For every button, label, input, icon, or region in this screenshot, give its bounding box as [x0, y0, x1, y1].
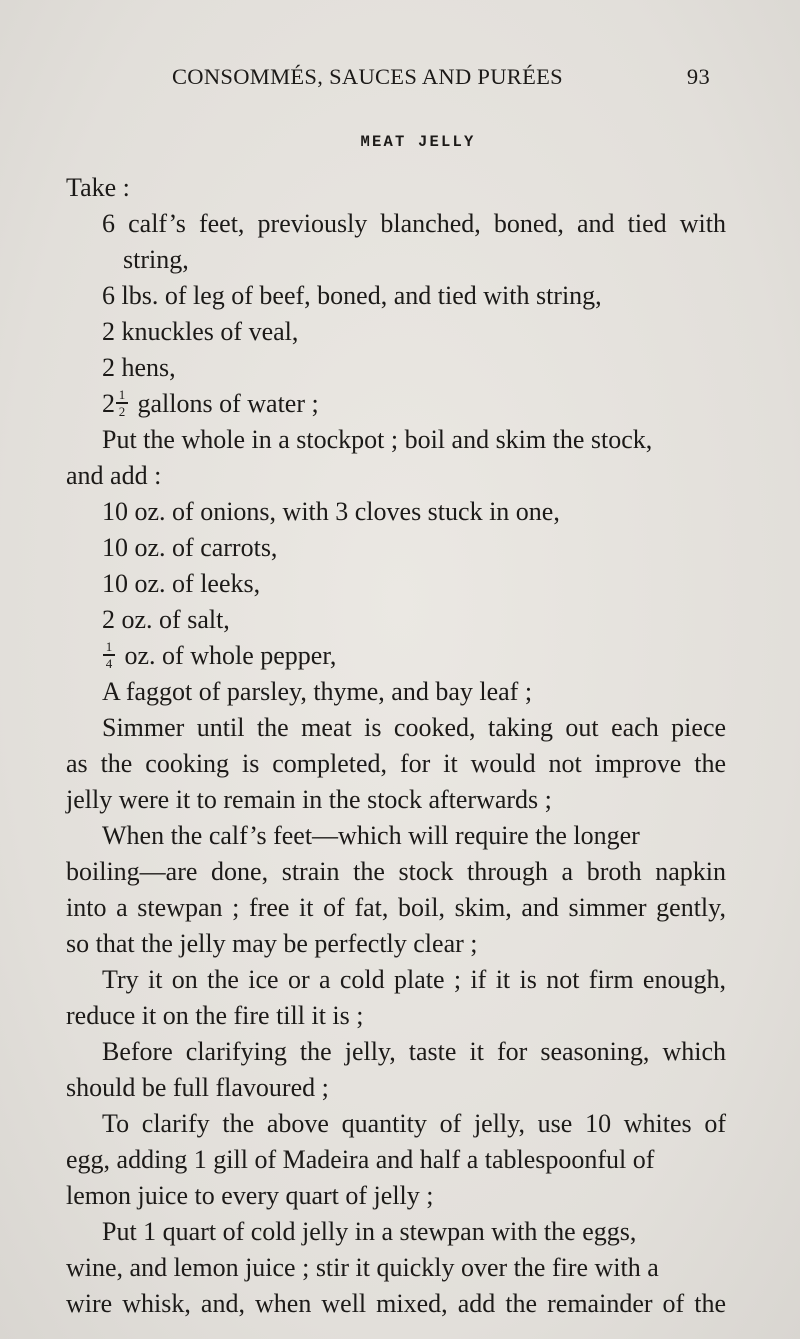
- fraction-denominator: 4: [105, 655, 113, 671]
- whole-number: 2: [102, 389, 115, 418]
- text-line: 2 knuckles of veal,: [102, 317, 299, 346]
- text-line: Take :: [66, 173, 130, 202]
- text-segment: gallons of water ;: [137, 389, 319, 418]
- text-segment: oz. of whole pepper,: [124, 641, 337, 670]
- text-line: [102, 389, 319, 421]
- text-line: Before clarifying the jelly, taste it for seasoning, which: [102, 1037, 726, 1066]
- text-line: 6 lbs. of leg of beef, boned, and tied with string,: [102, 281, 602, 310]
- text-line: 2 oz. of salt,: [102, 605, 230, 634]
- page-number: 93: [686, 64, 710, 89]
- text-line: Put 1 quart of cold jelly in a stewpan with the eggs,: [102, 1217, 637, 1246]
- fraction-half: [115, 388, 129, 418]
- text-line: wire whisk, and, when well mixed, add the remainder of the: [66, 1289, 727, 1318]
- text-line: 10 oz. of onions, with 3 cloves stuck in one,: [102, 497, 560, 526]
- text-line: as the cooking is completed, for it would not improve the: [66, 749, 727, 778]
- text-line: string,: [123, 245, 189, 274]
- text-line: Simmer until the meat is cooked, taking out each piece: [102, 713, 727, 742]
- text-line: egg, adding 1 gill of Madeira and half a tablespoonful of: [66, 1145, 655, 1174]
- fraction-quarter: [102, 640, 116, 670]
- text-line: 2 hens,: [102, 353, 176, 382]
- text-line: and add :: [66, 461, 162, 490]
- running-head: [150, 64, 710, 94]
- text-line: boiling—are done, strain the stock through a broth napkin: [66, 857, 726, 886]
- text-line: into a stewpan ; free it of fat, boil, skim, and simmer gently,: [66, 893, 726, 922]
- text-line: jelly were it to remain in the stock afterwards ;: [66, 785, 552, 814]
- text-line: so that the jelly may be perfectly clear ;: [66, 929, 478, 958]
- fraction-numerator: 1: [118, 387, 126, 403]
- text-line: Put the whole in a stockpot ; boil and skim the stock,: [102, 425, 653, 454]
- text-line: lemon juice to every quart of jelly ;: [66, 1181, 434, 1210]
- text-line: To clarify the above quantity of jelly, use 10 whites of: [102, 1109, 727, 1138]
- text-line: Try it on the ice or a cold plate ; if it is not firm enough,: [102, 965, 726, 994]
- text-line: reduce it on the fire till it is ;: [66, 1001, 364, 1030]
- running-head-title: CONSOMMÉS, SAUCES AND PURÉES: [172, 64, 563, 89]
- text-line: wine, and lemon juice ; stir it quickly over the fire with a: [66, 1253, 659, 1282]
- text-line: should be full flavoured ;: [66, 1073, 329, 1102]
- text-line: When the calf’s feet—which will require the longer: [102, 821, 640, 850]
- text-line: [102, 641, 336, 673]
- text-line: A faggot of parsley, thyme, and bay leaf ;: [102, 677, 533, 706]
- section-title: MEAT JELLY: [360, 133, 476, 151]
- text-line: 10 oz. of carrots,: [102, 533, 278, 562]
- fraction-denominator: 2: [118, 403, 126, 419]
- text-line: 6 calf’s feet, previously blanched, boned, and tied with: [102, 209, 726, 238]
- text-line: 10 oz. of leeks,: [102, 569, 261, 598]
- fraction-numerator: 1: [105, 639, 113, 655]
